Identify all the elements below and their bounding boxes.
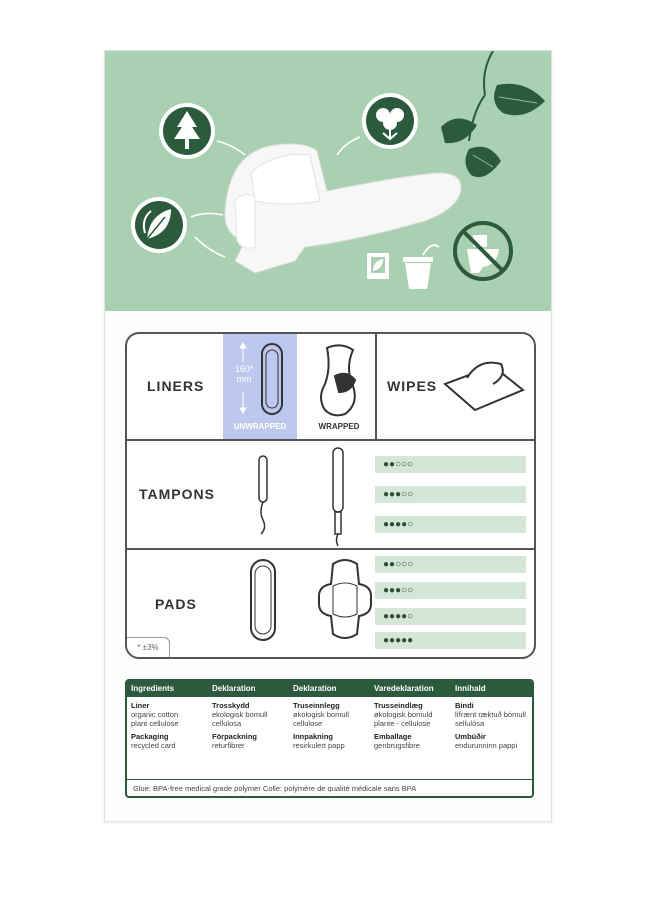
- column-subheading: Umbúðir: [455, 732, 486, 741]
- column-subheading: Trosskydd: [212, 701, 250, 710]
- column-text: recycled card: [131, 741, 176, 750]
- divider-row-1: [127, 439, 534, 441]
- absorbency-drops: ●●●○○: [383, 489, 414, 500]
- liner-measure: 160* mm: [234, 364, 254, 384]
- wipes-label: WIPES: [387, 378, 438, 394]
- hero-illustration: [105, 51, 551, 311]
- tampon-absorbency-bar: [375, 456, 526, 473]
- pads-label: PADS: [155, 596, 197, 612]
- absorbency-drops: ●●●●○: [383, 611, 414, 622]
- column-subheading: Emballage: [374, 732, 412, 741]
- column-text: sellulósa: [455, 719, 485, 728]
- column-text: plant cellulose: [131, 719, 179, 728]
- column-header: Deklaration: [293, 684, 337, 693]
- wrapped-caption: WRAPPED: [318, 422, 360, 431]
- tampons-label: TAMPONS: [139, 486, 215, 502]
- liners-label: LINERS: [147, 378, 205, 394]
- column-text: ekologisk bomull: [212, 710, 268, 719]
- no-toilet-icon: [455, 223, 511, 279]
- pad-absorbency-bar: [375, 632, 526, 649]
- absorbency-drops: ●●○○○: [383, 559, 414, 570]
- pad-absorbency-bar: [375, 582, 526, 599]
- ingredients-column: [451, 681, 532, 750]
- pad-absorbency-bar: [375, 608, 526, 625]
- column-text: lífrænt ræktuð bómull: [455, 710, 526, 719]
- column-subheading: Liner: [131, 701, 150, 710]
- compost-icon: [367, 253, 389, 279]
- ingredients-column: [127, 681, 208, 750]
- leaf-icon: [131, 197, 187, 253]
- divider-row-2: [127, 548, 534, 550]
- absorbency-drops: ●●●●●: [383, 635, 414, 646]
- absorbency-drops: ●●●●○: [383, 519, 414, 530]
- column-text: genbrugsfibre: [374, 741, 420, 750]
- product-guide: [125, 332, 536, 659]
- glue-statement: Glue: BPA-free medical grade polymer Colle: polymère de qualité médicale sans BPA: [127, 779, 534, 797]
- column-subheading: Truseinnlegg: [293, 701, 340, 710]
- leaves-decoration: [441, 51, 545, 177]
- divider-liners-wipes: [375, 334, 377, 439]
- ingredients-table: [125, 679, 534, 798]
- measure-arrow: [240, 343, 246, 413]
- absorbency-drops: ●●○○○: [383, 459, 414, 470]
- wipes-icon: [445, 363, 523, 410]
- tree-icon: [159, 103, 215, 159]
- column-text: økologisk bomull: [293, 710, 349, 719]
- absorbency-drops: ●●●○○: [383, 585, 414, 596]
- bin-icon: [403, 245, 439, 289]
- liner-wrapped-icon: [321, 345, 355, 415]
- pad-icon: [251, 560, 275, 640]
- ingredients-column: [208, 681, 289, 750]
- column-subheading: Trusseindlæg: [374, 701, 423, 710]
- pad-illustration: [225, 144, 461, 273]
- unwrapped-caption: UNWRAPPED: [233, 422, 287, 431]
- column-text: cellulosa: [212, 719, 242, 728]
- column-subheading: Förpackning: [212, 732, 258, 741]
- column-text: resirkulert papp: [293, 741, 345, 750]
- liner-unwrapped-icon: [262, 344, 282, 414]
- pad-absorbency-bar: [375, 556, 526, 573]
- tampon-unwrapped-icon: [259, 456, 267, 534]
- size-footnote: * ±3%: [127, 637, 170, 658]
- tampon-applicator-icon: [333, 448, 343, 546]
- ingredients-column: [370, 681, 451, 750]
- column-text: plante - cellulose: [374, 719, 431, 728]
- column-subheading: Packaging: [131, 732, 169, 741]
- column-text: cellulose: [293, 719, 323, 728]
- pad-wings-icon: [319, 560, 371, 638]
- column-subheading: Innpakning: [293, 732, 333, 741]
- cotton-icon: [362, 93, 418, 149]
- ingredients-column: [289, 681, 370, 750]
- product-box: [104, 50, 552, 822]
- column-header: Innihald: [455, 684, 486, 693]
- column-header: Deklaration: [212, 684, 256, 693]
- column-header: Varedeklaration: [374, 684, 434, 693]
- tampon-absorbency-bar: [375, 486, 526, 503]
- tampon-absorbency-bar: [375, 516, 526, 533]
- column-subheading: Bindi: [455, 701, 474, 710]
- column-header: Ingredients: [131, 684, 175, 693]
- column-text: returfibrer: [212, 741, 245, 750]
- column-text: organic cotton: [131, 710, 179, 719]
- column-text: økologisk bomuld: [374, 710, 433, 719]
- column-text: endurunninn pappi: [455, 741, 518, 750]
